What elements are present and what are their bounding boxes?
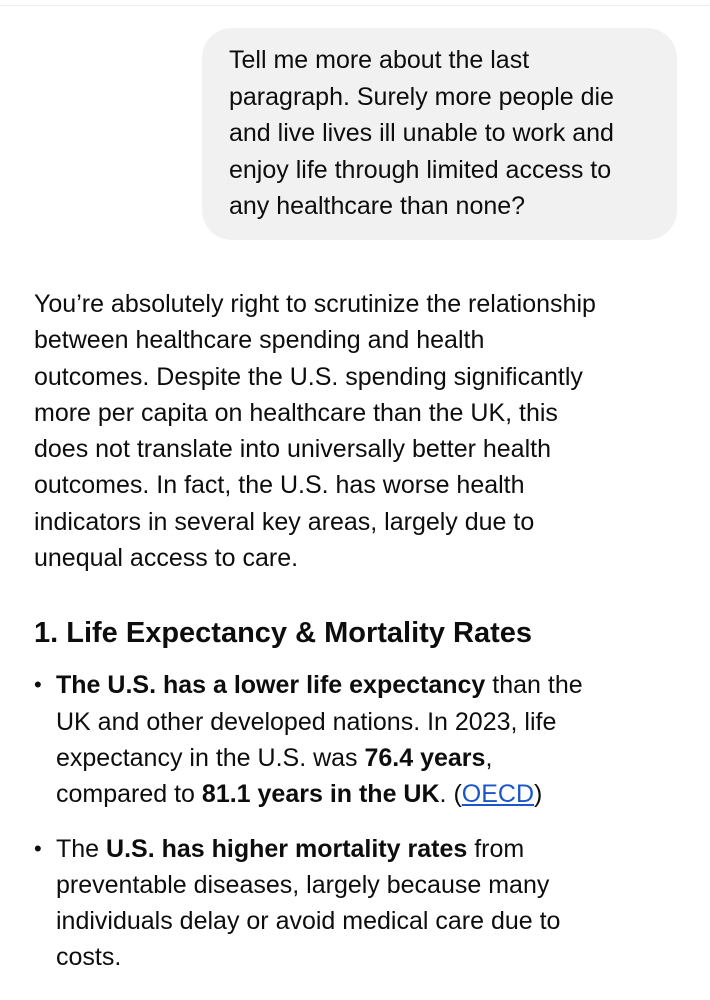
bullet-line <box>56 776 684 812</box>
intro-line: outcomes. In fact, the U.S. has worse health <box>34 471 525 500</box>
bullet-line <box>56 667 684 703</box>
text: than the <box>485 671 583 700</box>
bold-text: The U.S. has a lower life expectancy <box>56 671 486 700</box>
user-message-line: any healthcare than none? <box>229 192 526 220</box>
oecd-source-link[interactable]: OECD <box>461 780 534 809</box>
bullet-item-life-expectancy <box>34 667 684 812</box>
text: The <box>56 834 107 863</box>
bullet-item-mortality <box>34 831 684 976</box>
user-message-bubble <box>202 28 677 240</box>
intro-paragraph <box>34 286 684 576</box>
bullet-line: individuals delay or avoid medical care due to <box>56 907 561 936</box>
user-message-line: Tell me more about the last <box>229 46 530 74</box>
text: from <box>467 834 525 863</box>
intro-line: indicators in several key areas, largely due to <box>34 507 535 536</box>
bold-text: U.S. has higher mortality rates <box>106 834 468 863</box>
bullet-line <box>56 740 684 776</box>
intro-line: does not translate into universally better health <box>34 435 551 464</box>
text: expectancy in the U.S. was <box>56 743 365 772</box>
bullet-marker: • <box>34 672 42 698</box>
bullet-marker: • <box>34 835 42 861</box>
assistant-message <box>34 286 684 994</box>
bullet-line: preventable diseases, largely because many <box>56 870 550 899</box>
intro-line: between healthcare spending and health <box>34 326 485 355</box>
intro-line: outcomes. Despite the U.S. spending significantly <box>34 362 583 391</box>
intro-line: You’re absolutely right to scrutinize the relationship <box>34 290 596 318</box>
text: . ( <box>439 780 462 809</box>
bullet-list <box>34 667 684 975</box>
bullet-line: costs. <box>56 943 122 972</box>
intro-line: more per capita on healthcare than the UK, this <box>34 398 558 427</box>
intro-line: unequal access to care. <box>34 544 299 573</box>
text: compared to <box>56 780 202 809</box>
user-message-line: enjoy life through limited access to <box>229 155 612 184</box>
bullet-line <box>56 831 684 867</box>
section-heading: 1. Life Expectancy & Mortality Rates <box>34 617 532 650</box>
uk-life-expectancy-value: 81.1 years in the UK <box>201 780 440 809</box>
text: ) <box>534 780 543 809</box>
top-divider <box>0 5 710 6</box>
user-message-line: and live lives ill unable to work and <box>229 119 614 147</box>
text: , <box>485 743 493 772</box>
bullet-line: UK and other developed nations. In 2023, life <box>56 707 557 736</box>
us-life-expectancy-value: 76.4 years <box>364 743 486 772</box>
user-message-line: paragraph. Surely more people die <box>229 82 614 111</box>
